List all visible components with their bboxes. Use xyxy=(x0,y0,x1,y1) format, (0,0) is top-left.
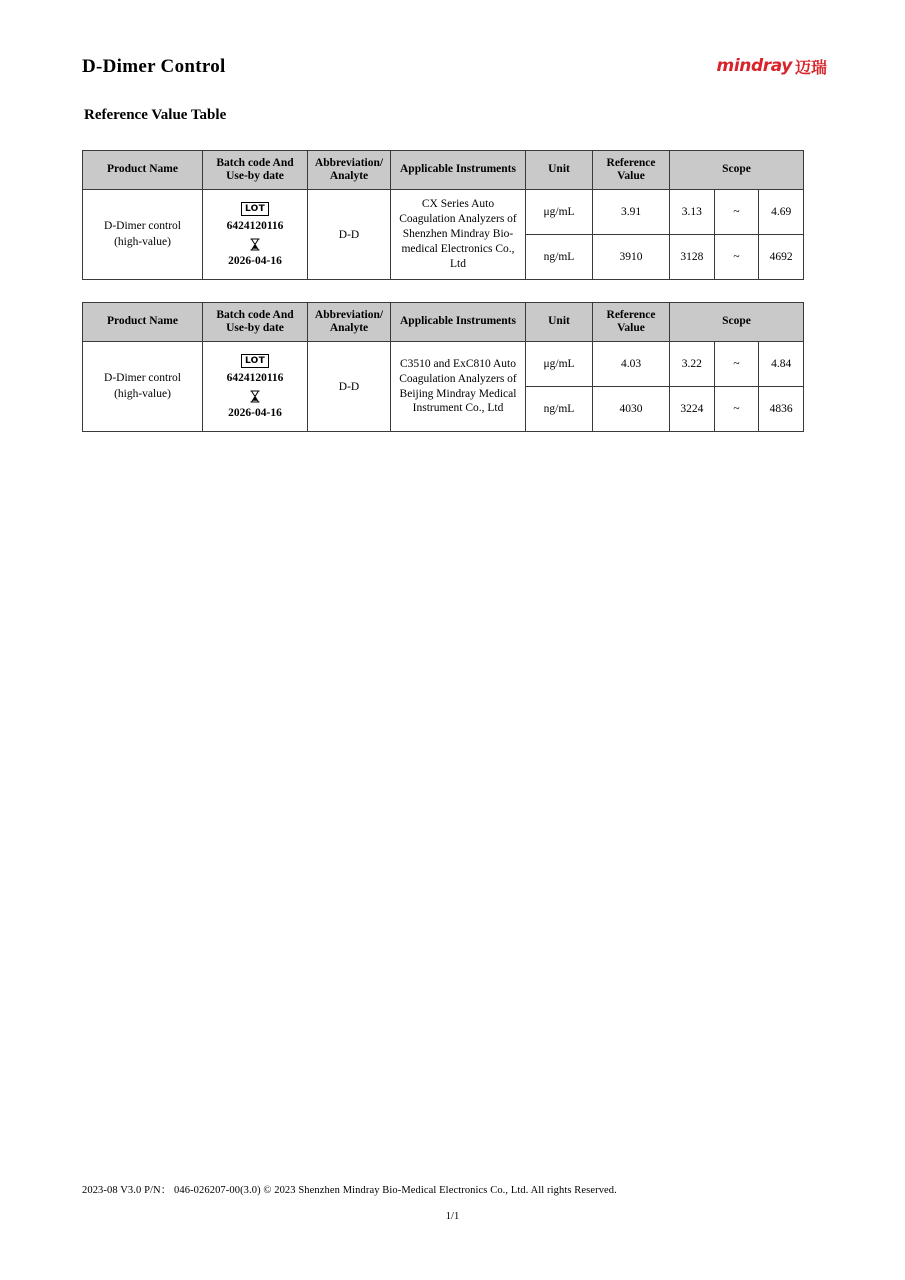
header-product-name: Product Name xyxy=(83,303,203,342)
cell-scope-low: 3128 xyxy=(670,235,715,280)
hourglass-icon xyxy=(249,390,261,403)
cell-scope-low: 3224 xyxy=(670,387,715,432)
header-batch-code xyxy=(203,303,308,342)
cell-scope-separator: ~ xyxy=(714,190,759,235)
product-name-line1: D-Dimer control xyxy=(104,219,181,232)
header-reference-value-line1: Reference xyxy=(606,308,656,321)
cell-scope-high: 4.69 xyxy=(759,190,804,235)
brand-wordmark: mindray xyxy=(716,56,792,76)
header-applicable-instruments: Applicable Instruments xyxy=(391,151,526,190)
section-title: Reference Value Table xyxy=(84,107,227,123)
page-number: 1/1 xyxy=(445,1211,460,1222)
cell-product-name xyxy=(83,342,203,432)
header-reference-value xyxy=(593,151,670,190)
header-batch-code-line2: Use-by date xyxy=(226,170,284,182)
header-batch-code-line1: Batch code And xyxy=(216,308,294,321)
use-by-date-value: 2026-04-16 xyxy=(228,406,282,419)
header-reference-value-line1: Reference xyxy=(606,156,656,169)
header-abbreviation-line1: Abbreviation/ xyxy=(314,308,384,321)
header-abbreviation-line2: Analyte xyxy=(329,322,369,334)
header-scope: Scope xyxy=(670,303,804,342)
batch-code-value: 6424120116 xyxy=(226,220,284,233)
table-row xyxy=(83,190,804,235)
lot-icon: LOT xyxy=(241,202,269,216)
header-unit: Unit xyxy=(526,151,593,190)
header-reference-value xyxy=(593,303,670,342)
header-product-name: Product Name xyxy=(83,151,203,190)
hourglass-icon xyxy=(249,238,261,251)
header-abbreviation xyxy=(308,303,391,342)
product-name-line2: (high-value) xyxy=(114,387,171,400)
brand-wordmark-cn: 迈瑞 xyxy=(794,57,827,77)
header-reference-value-line2: Value xyxy=(617,170,645,182)
lot-icon: LOT xyxy=(241,354,269,368)
table-row xyxy=(83,342,804,387)
cell-reference-value: 3910 xyxy=(593,235,670,280)
cell-scope-high: 4.84 xyxy=(759,342,804,387)
cell-batch-code xyxy=(203,190,308,280)
cell-scope-separator: ~ xyxy=(714,235,759,280)
cell-scope-low: 3.13 xyxy=(670,190,715,235)
cell-scope-high: 4836 xyxy=(759,387,804,432)
header-applicable-instruments: Applicable Instruments xyxy=(391,303,526,342)
cell-abbreviation: D-D xyxy=(308,342,391,432)
reference-value-table-2 xyxy=(82,302,804,432)
table-header-row xyxy=(83,303,804,342)
header-scope: Scope xyxy=(670,151,804,190)
table-header-row xyxy=(83,151,804,190)
cell-unit: ng/mL xyxy=(526,235,593,280)
cell-scope-low: 3.22 xyxy=(670,342,715,387)
header-batch-code-line2: Use-by date xyxy=(226,322,284,334)
cell-applicable-instruments: C3510 and ExC810 Auto Coagulation Analyzers of Beijing Mindray Medical Instrument Co., Ltd xyxy=(391,342,526,432)
mindray-logo xyxy=(697,55,827,77)
cell-batch-code xyxy=(203,342,308,432)
cell-unit: μg/mL xyxy=(526,342,593,387)
cell-unit: μg/mL xyxy=(526,190,593,235)
cell-scope-separator: ~ xyxy=(714,342,759,387)
header-batch-code xyxy=(203,151,308,190)
header-abbreviation-line1: Abbreviation/ xyxy=(314,156,384,169)
cell-reference-value: 4030 xyxy=(593,387,670,432)
cell-reference-value: 3.91 xyxy=(593,190,670,235)
cell-product-name xyxy=(83,190,203,280)
cell-reference-value: 4.03 xyxy=(593,342,670,387)
header-reference-value-line2: Value xyxy=(617,322,645,334)
cell-unit: ng/mL xyxy=(526,387,593,432)
use-by-date-value: 2026-04-16 xyxy=(228,254,282,267)
header-unit: Unit xyxy=(526,303,593,342)
cell-applicable-instruments: CX Series Auto Coagulation Analyzers of Shenzhen Mindray Bio-medical Electronics Co., Ltd xyxy=(391,190,526,280)
batch-code-value: 6424120116 xyxy=(226,372,284,385)
header-abbreviation xyxy=(308,151,391,190)
footer-text: 2023-08 V3.0 P/N： 046-026207-00(3.0) © 2023 Shenzhen Mindray Bio-Medical Electronics Co., Ltd. All rights Reserved. xyxy=(82,1185,617,1196)
reference-value-table-1 xyxy=(82,150,804,280)
cell-scope-separator: ~ xyxy=(714,387,759,432)
cell-abbreviation: D-D xyxy=(308,190,391,280)
header-batch-code-line1: Batch code And xyxy=(216,156,294,169)
cell-scope-high: 4692 xyxy=(759,235,804,280)
product-name-line1: D-Dimer control xyxy=(104,371,181,384)
page-title: D-Dimer Control xyxy=(82,56,226,77)
product-name-line2: (high-value) xyxy=(114,235,171,248)
header-abbreviation-line2: Analyte xyxy=(329,170,369,182)
